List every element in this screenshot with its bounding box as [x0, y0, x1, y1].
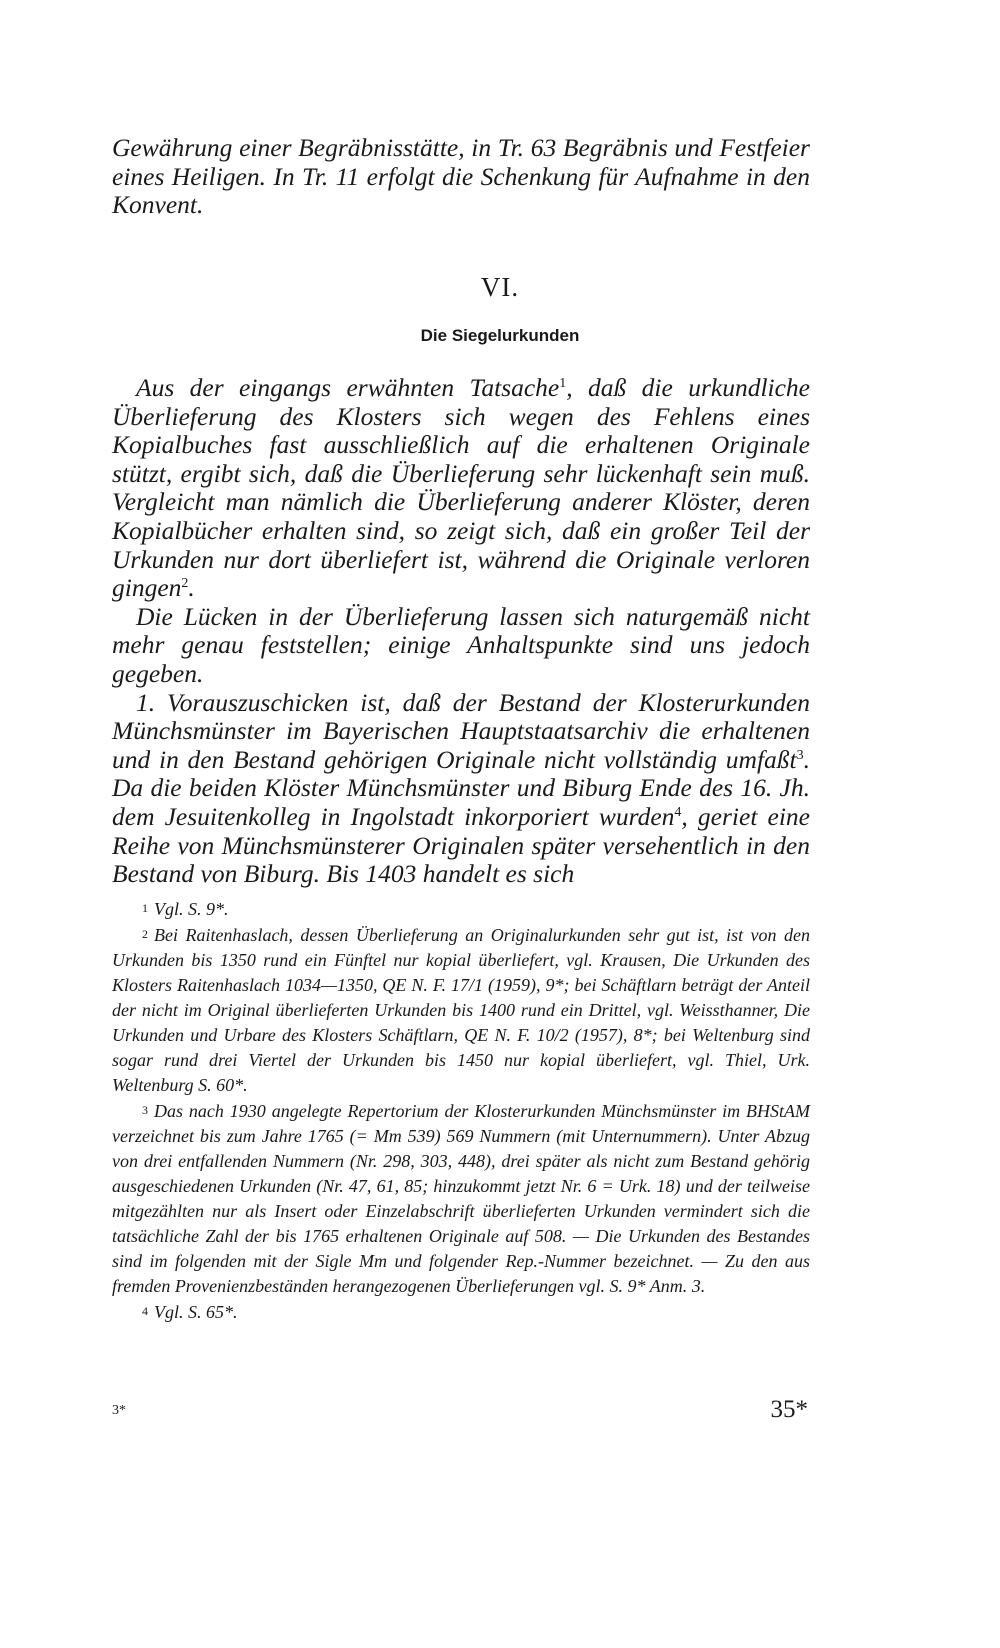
footnote-mark-4: 4 [142, 1304, 148, 1318]
intro-paragraph-block [112, 134, 810, 220]
body-paragraph-1-part-b: , daß die urkundliche Überlieferung des Klosters sich wegen des Fehlens eines Kopialbuches fast ausschließlich auf die erhaltenen Originale stützt, ergibt sich, daß die Überlieferung sehr lückenhaft sein muß. Vergleicht man nämlich die Überlieferung anderer Klöster, deren Kopialbücher erhalten sind, so zeigt sich, daß ein großer Teil der Urkunden nur dort überliefert ist, während die Originale verloren gingen [112, 373, 810, 603]
body-paragraph-3 [112, 689, 810, 889]
body-paragraph-2: Die Lücken in der Überlieferung lassen sich naturgemäß nicht mehr genau feststellen; einige Anhaltspunkte sind uns jedoch gegeben. [112, 601, 810, 688]
body-paragraph-3-part-c: , geriet eine Reihe von Münchsmünsterer Originalen später versehentlich in den Bestand von Biburg. Bis 1403 handelt es sich [112, 801, 810, 889]
body-paragraph-1-part-a: Aus der eingangs erwähnten Tatsache [136, 373, 560, 402]
footnote-ref-3[interactable]: 3 [796, 747, 804, 763]
section-number: VI. [480, 272, 520, 302]
section-heading: Die Siegelurkunden [420, 326, 580, 345]
intro-paragraph: Gewährung einer Begräbnisstätte, in Tr. 63 Begräbnis und Festfeier eines Heiligen. In Tr. 11 erfolgt die Schenkung für Aufnahme in den Konvent. [112, 133, 810, 220]
body-paragraph-3-part-b: . Da die beiden Klöster Münchsmünster und Biburg Ende des 16. Jh. dem Jesuitenkolleg in Ingolstadt inkorporiert wurden [112, 744, 810, 831]
footnote-ref-4[interactable]: 4 [674, 804, 682, 820]
footnote-text-1: Vgl. S. 9*. [154, 899, 229, 919]
footnote-mark-3: 3 [142, 1103, 148, 1117]
body-paragraph-1 [112, 374, 810, 603]
footnote-ref-2[interactable]: 2 [181, 576, 189, 592]
footnote-mark-1: 1 [142, 901, 148, 915]
footnote-text-3: Das nach 1930 angelegte Repertorium der Klosterurkunden Münchsmünster im BHStAM verzeichnet bis zum Jahre 1765 (= Mm 539) 569 Nummern (mit Unternummern). Unter Abzug von drei entfallenden Nummern (Nr. 298, 303, 448), drei später als nicht zum Bestand gehörig ausgeschiedenen Urkunden (Nr. 47, 61, 85; hinzukommt jetzt Nr. 6 = Urk. 18) und der teilweise mitgezählten nur als Insert oder Einzelabschrift überlieferten Urkunden vermindert sich die tatsächliche Zahl der bis 1765 erhaltenen Originale auf 508. — Die Urkunden des Bestandes sind im folgenden mit der Sigle Mm und folgender Rep.-Nummer bezeichnet. — Zu den aus fremden Provenienzbeständen herangezogenen Überlieferungen vgl. S. 9* Anm. 3. [112, 1101, 810, 1296]
footnote-mark-2: 2 [142, 927, 148, 941]
footnote-1 [112, 896, 810, 922]
footnote-text-4: Vgl. S. 65*. [154, 1302, 238, 1322]
footnote-4 [112, 1299, 810, 1325]
footnote-ref-1[interactable]: 1 [559, 376, 567, 391]
footnote-2 [112, 922, 810, 1098]
printer-signature: 3* [112, 1403, 126, 1418]
footnotes-block [112, 896, 810, 1325]
body-paragraph-3-part-a: 1. Vorauszuschicken ist, daß der Bestand der Klosterurkunden Münchsmünster im Bayerischen Hauptstaatsarchiv die erhaltenen und in den Bestand gehörigen Originale nicht vollständig umfaßt [112, 687, 810, 774]
main-text-block [112, 374, 810, 889]
footnote-text-2: Bei Raitenhaslach, dessen Überlieferung an Originalurkunden sehr gut ist, ist von den Urkunden bis 1350 rund ein Fünftel nur kopial überliefert, vgl. Krausen, Die Urkunden des Klosters Raitenhaslach 1034—1350, QE N. F. 17/1 (1959), 9*; bei Schäftlarn beträgt der Anteil der nicht im Original überlieferten Urkunden bis 1400 rund ein Drittel, vgl. Weissthanner, Die Urkunden und Urbare des Klosters Schäftlarn, QE N. F. 10/2 (1957), 8*; bei Weltenburg sind sogar rund drei Viertel der Urkunden bis 1450 nur kopial überliefert, vgl. Thiel, Urk. Weltenburg S. 60*. [112, 925, 810, 1095]
footnote-3 [112, 1098, 810, 1299]
page-number: 35* [770, 1396, 808, 1423]
body-paragraph-1-part-c: . [188, 573, 195, 603]
footnotes-list [112, 896, 810, 1325]
